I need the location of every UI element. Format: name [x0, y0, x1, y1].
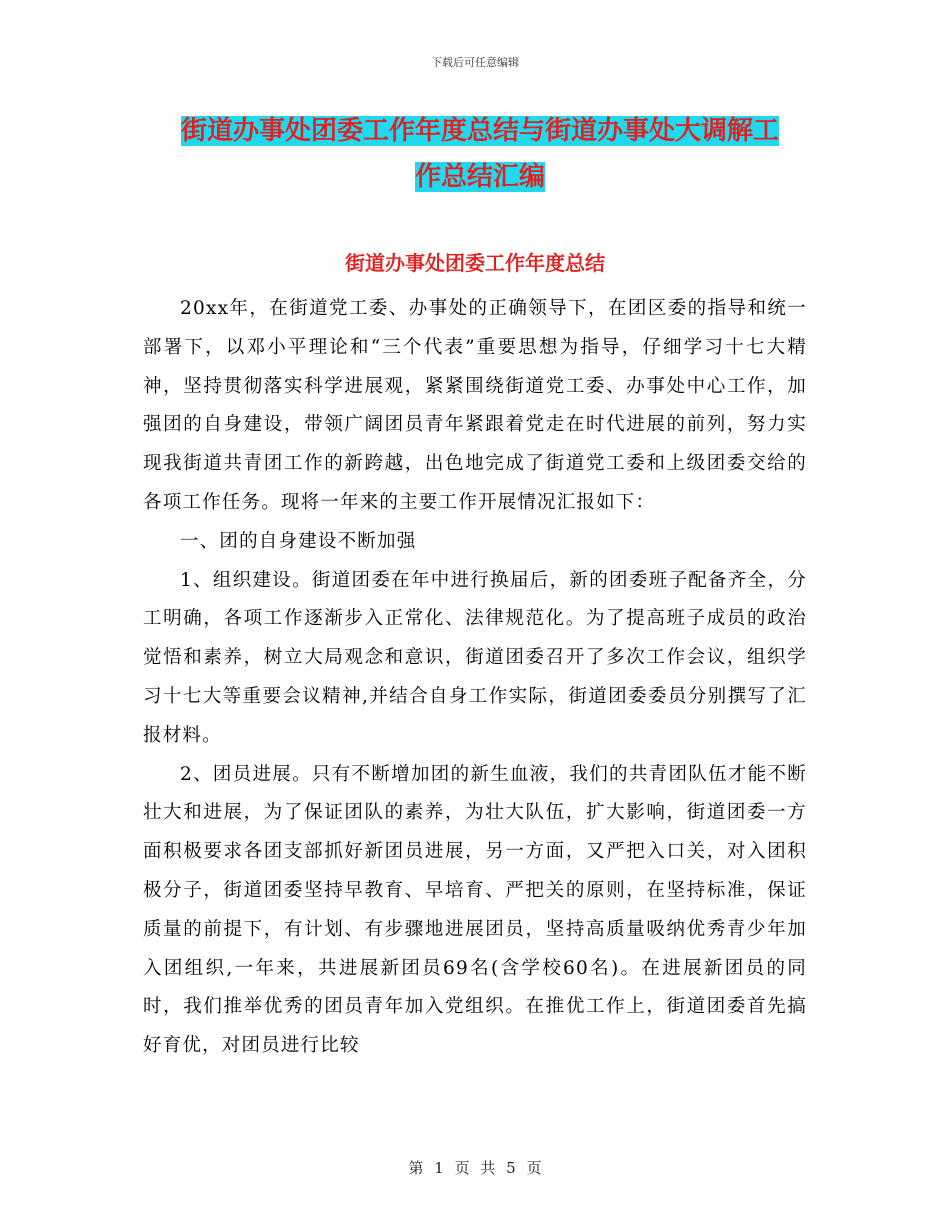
section-title: 街道办事处团委工作年度总结 — [345, 251, 605, 275]
paragraph-intro: 20xx年，在街道党工委、办事处的正确领导下，在团区委的指导和统一部署下，以邓小平理论和“三个代表”重要思想为指导，仔细学习十七大精神，坚持贯彻落实科学进展观，紧紧围绕街道党工委、办事处中心工作，加强团的自身建设，带领广阔团员青年紧跟着党走在时代进展的前列，努力实现我街道共青团工作的新跨越，出色地完成了街道党工委和上级团委交给的各项工作任务。现将一年来的主要工作开展情况汇报如下： — [143, 298, 807, 513]
header-note: 下载后可任意编辑 — [431, 56, 519, 69]
document-title-line-1: 街道办事处团委工作年度总结与街道办事处大调解工 — [180, 116, 779, 146]
paragraph-member-development: 2、团员进展。只有不断增加团的新生血液，我们的共青团队伍才能不断壮大和进展，为了保证团队的素养，为壮大队伍，扩大影响，街道团委一方面积极要求各团支部抓好新团员进展，另一方面，又严把入口关，对入团积极分子，街道团委坚持早教育、早培育、严把关的原则，在坚持标准，保证质量的前提下，有计划、有步骤地进展团员，坚持高质量吸纳优秀青少年加入团组织,一年来，共进展新团员69名(含学校60名)。在进展新团员的同时，我们推举优秀的团员青年加入党组织。在推优工作上，街道团委首先搞好育优，对团员进行比较 — [143, 763, 807, 1057]
document-title-line-2: 作总结汇编 — [414, 162, 545, 192]
paragraph-organization: 1、组织建设。街道团委在年中进行换届后，新的团委班子配备齐全，分工明确，各项工作逐渐步入正常化、法律规范化。为了提高班子成员的政治觉悟和素养，树立大局观念和意识，街道团委召开了多次工作会议，组织学习十七大等重要会议精神,并结合自身工作实际，街道团委委员分别撰写了汇报材料。 — [143, 569, 807, 746]
document-title — [150, 108, 810, 200]
page-indicator: 第 1 页 共 5 页 — [408, 1159, 542, 1177]
paragraph-heading-1: 一、团的自身建设不断加强 — [180, 530, 417, 552]
document-body — [143, 290, 807, 1066]
